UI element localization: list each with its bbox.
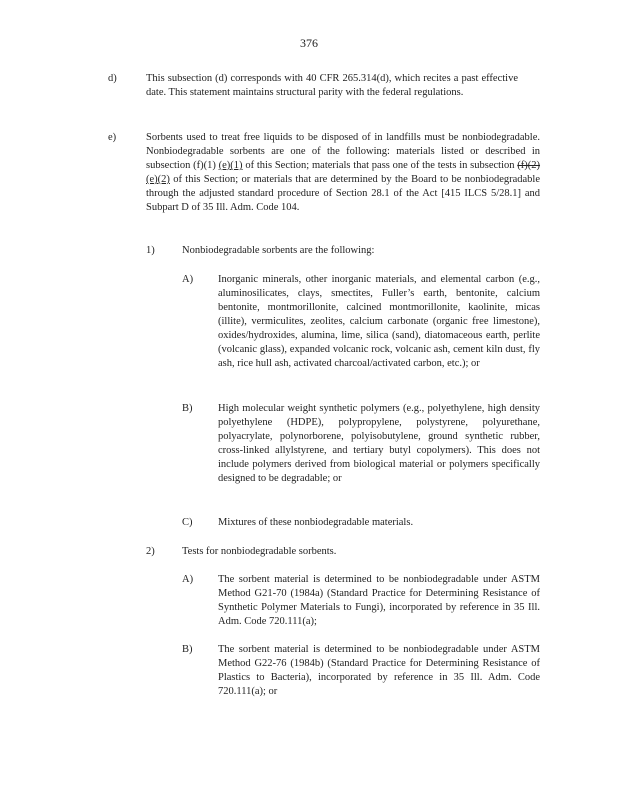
item-e2A-marker: A) (182, 574, 194, 585)
subsection-d-text: This subsection (d) corresponds with 40 CFR 265.314(d), which recites a past effective date. This statement maintains structural parity with the federal regulations. (146, 73, 518, 98)
item-e2B-text: The sorbent material is determined to be nonbiodegradable under ASTM Method G22-76 (1984b) (Standard Practice for Determining Resistance of Plastics to Bacteria), incorporated by reference in 35 Ill. Adm. Code 720.111(a); or (218, 644, 540, 697)
paragraph-e1-marker: 1) (146, 245, 155, 256)
item-e1A-text: Inorganic minerals, other inorganic materials, and elemental carbon (e.g., aluminosilicates, clays, smectites, Fuller’s earth, bentonite, calcium bentonite, montmorillonite, calcined montmorillonite, kaolinite, micas (illite), vermiculites, zeolites, calcium carbonate (organic free limestone), oxides/hydroxides, alumina, lime, silica (sand), diatomaceous earth, perlite (volcanic glass), expanded volcanic rock, volcanic ash, cement kiln dust, fly ash, rice hull ash, activated charcoal/activated carbon, etc.); or (218, 274, 540, 369)
page-number: 376 (300, 36, 318, 50)
inserted-ref-e1: (e)(1) (218, 160, 243, 171)
subsection-e-text-part-2: of this Section; materials that pass one of the tests in subsection (242, 160, 518, 171)
subsection-e-marker: e) (108, 132, 117, 143)
item-e2B-marker: B) (182, 644, 193, 655)
item-e1B-text: High molecular weight synthetic polymers (e.g., polyethylene, high density polyethylene (HDPE), polypropylene, polystyrene, polyurethane, polyacrylate, polynorborene, polyisobutylene, ground synthetic rubber, cross-linked allylstyrene, and tertiary butyl copolymers). This does not include polymers derived from biological material or polymers specifically designed to be degradable; or (218, 403, 540, 484)
item-e1A-marker: A) (182, 274, 194, 285)
subsection-e-text-part-4: of this Section; or materials that are determined by the Board to be nonbiodegradable through the adjusted standard procedure of Section 28.1 of the Act [415 ILCS 5/28.1] and Subpart D of 35 Ill. Adm. Code 104. (146, 174, 540, 213)
subsection-e-text (146, 131, 540, 215)
deleted-ref-f2: (f)(2) (517, 160, 541, 171)
inserted-ref-e2: (e)(2) (146, 174, 170, 185)
paragraph-e2-marker: 2) (146, 546, 155, 557)
paragraph-e1-text: Nonbiodegradable sorbents are the following: (182, 245, 375, 256)
item-e1C-text: Mixtures of these nonbiodegradable materials. (218, 517, 414, 528)
subsection-e-text-part-1: Sorbents used to treat free liquids to be disposed of in landfills must be nonbiodegradable. Nonbiodegradable sorbents are one of the following: materials listed or described in subsection (f)(1) (146, 132, 540, 171)
item-e1B-marker: B) (182, 403, 193, 414)
item-e1C-marker: C) (182, 517, 193, 528)
item-e2A-text: The sorbent material is determined to be nonbiodegradable under ASTM Method G21-70 (1984a) (Standard Practice for Determining Resistance of Synthetic Polymer Materials to Fungi), incorporated by reference in 35 Ill. Adm. Code 720.111(a); (218, 574, 540, 627)
subsection-d-marker: d) (108, 73, 117, 84)
paragraph-e2-text: Tests for nonbiodegradable sorbents. (182, 546, 337, 557)
